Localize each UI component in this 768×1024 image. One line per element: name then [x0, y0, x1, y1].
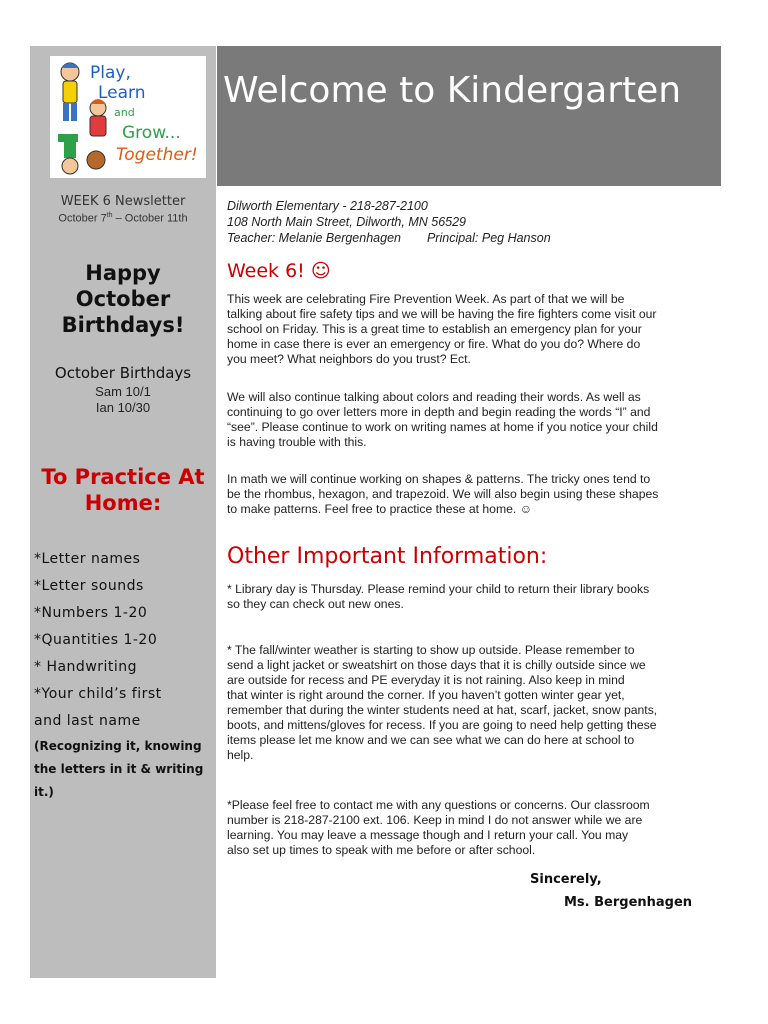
text-line: is having trouble with this.: [227, 435, 367, 449]
practice-item: *Letter names: [34, 551, 141, 567]
happy-birthdays-heading: [30, 260, 216, 338]
text-line: boots, and mittens/gloves for recess. If you are going to need help getting these: [227, 718, 657, 732]
text-line: be the rhombus, hexagon, and trapezoid. We will also begin using these shapes: [227, 487, 659, 501]
newsletter-label: WEEK 6 Newsletter: [60, 194, 186, 209]
dates-start-suffix: th: [106, 212, 113, 219]
text-line: are outside for recess and PE everyday it is not raining. Also keep in mind: [227, 673, 625, 687]
birthday-item: Ian 10/30: [95, 400, 151, 415]
other-paragraph-1: [227, 582, 727, 612]
text-line: you meet? What neighbors do you trust? Ect.: [227, 352, 471, 366]
school-info: [227, 198, 551, 246]
logo-word-learn: Learn: [98, 83, 146, 103]
text-line: We will also continue talking about colors and reading their words. As well as: [227, 390, 641, 404]
practice-item: *Your child’s first: [34, 686, 162, 702]
text-line: help.: [227, 748, 254, 762]
logo-word-grow: Grow...: [122, 123, 181, 143]
school-address: 108 North Main Street, Dilworth, MN 56529: [227, 215, 466, 229]
practice-item: * Handwriting: [34, 659, 138, 675]
week-paragraph-2: [227, 390, 727, 450]
other-paragraph-3: [227, 798, 727, 858]
closing: Sincerely,: [530, 872, 602, 887]
practice-note: the letters in it & writing: [34, 762, 204, 776]
signature-name: Ms. Bergenhagen: [564, 895, 693, 910]
text-line: In math we will continue working on shapes & patterns. The tricky ones tend to: [227, 472, 651, 486]
header-banner: [217, 46, 721, 186]
week-paragraph-3: [227, 472, 727, 517]
text-line: send a light jacket or sweatshirt on those days that it is chilly outside since we: [227, 658, 646, 672]
happy-line: Birthdays!: [61, 313, 185, 337]
other-info-title: Other Important Information:: [227, 544, 548, 569]
logo: [50, 56, 206, 178]
practice-item: *Letter sounds: [34, 578, 144, 594]
birthday-item: Sam 10/1: [95, 384, 151, 399]
practice-list: [34, 546, 214, 804]
principal-name: Principal: Peg Hanson: [426, 231, 551, 245]
text-line: * The fall/winter weather is starting to show up outside. Please remember to: [227, 643, 635, 657]
text-line: number is 218-287-2100 ext. 106. Keep in mind I do not answer while we are: [227, 813, 643, 827]
practice-heading-line: To Practice At: [41, 465, 205, 489]
text-line: remember that during the winter students need at hat, scarf, jacket, snow pants,: [227, 703, 658, 717]
text-line: school on Friday. This is a great time to establish an emergency plan for your: [227, 322, 642, 336]
dates-start: October 7: [58, 212, 107, 225]
logo-word-together: Together!: [116, 145, 198, 165]
text-line: *Please feel free to contact me with any questions or concerns. Our classroom: [227, 798, 650, 812]
text-line: to make patterns. Feel free to practice these at home. ☺: [227, 502, 533, 516]
practice-item: *Numbers 1-20: [34, 605, 148, 621]
text-line: learning. You may leave a message though and I return your call. You may: [227, 828, 629, 842]
newsletter-dates: [30, 212, 216, 225]
birthdays-heading: October Birthdays: [54, 364, 192, 382]
text-line: so they can check out new ones.: [227, 597, 404, 611]
dates-end: – October 11th: [112, 212, 188, 225]
staff-line: [227, 230, 551, 246]
text-line: “see”. Please continue to work on writing names at home if you notice your child: [227, 420, 658, 434]
week-paragraph-1: [227, 292, 727, 367]
text-line: that winter is right around the corner. If you haven’t gotten winter gear yet,: [227, 688, 625, 702]
play-learn-grow-logo-icon: [50, 56, 206, 178]
text-line: talking about fire safety tips and we will be having the fire fighters come visit our: [227, 307, 657, 321]
other-paragraph-2: [227, 643, 727, 763]
text-line: items please let me know and we can see what we can do here at school to: [227, 733, 635, 747]
text-line: This week are celebrating Fire Prevention Week. As part of that we will be: [227, 292, 625, 306]
school-name-phone: Dilworth Elementary - 218-287-2100: [227, 199, 428, 213]
logo-word-and: and: [114, 106, 135, 119]
practice-item: and last name: [34, 713, 141, 729]
text-line: * Library day is Thursday. Please remind your child to return their library books: [227, 582, 650, 596]
practice-heading-line: Home:: [84, 491, 162, 515]
practice-note: (Recognizing it, knowing: [34, 739, 202, 753]
page-title: Welcome to Kindergarten: [223, 70, 682, 111]
happy-line: Happy: [85, 261, 161, 285]
practice-heading: [30, 464, 216, 516]
logo-word-play: Play,: [90, 63, 131, 83]
practice-item: *Quantities 1-20: [34, 632, 158, 648]
text-line: home in case there is ever an emergency or fire. What do you do? Where do: [227, 337, 641, 351]
practice-note: it.): [34, 785, 54, 799]
text-line: also set up times to speak with me before or after school.: [227, 843, 536, 857]
sidebar: [30, 46, 216, 978]
teacher-name: Teacher: Melanie Bergenhagen: [227, 231, 401, 245]
happy-line: October: [75, 287, 171, 311]
week-title: Week 6! ☺: [227, 260, 331, 282]
text-line: continuing to go over letters more in depth and begin reading the words “I” and: [227, 405, 651, 419]
